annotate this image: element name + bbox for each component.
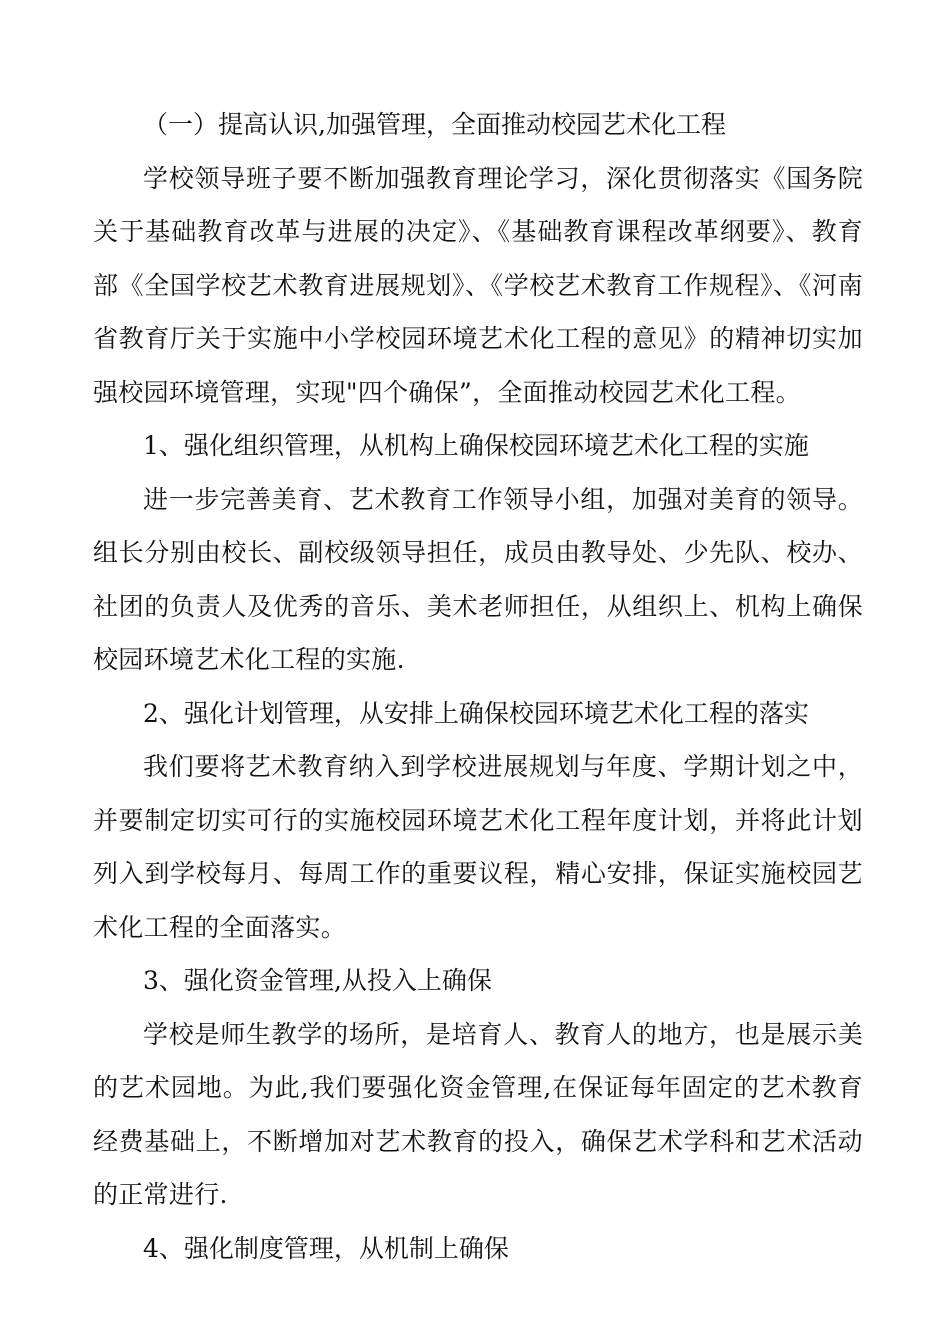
section-heading-main: （一）提高认识,加强管理，全面推动校园艺术化工程 [143,110,726,139]
paragraph-1: 进一步完善美育、艺术教育工作领导小组，加强对美育的领导。组长分别由校长、副校级领导担任，成员由教导处、少先队、校办、社团的负责人及优秀的音乐、美术老师担任，从组织上、机构上确保校园环境艺术化工程的实施. [93,484,863,674]
section-heading-3: 3、强化资金管理,从投入上确保 [143,966,492,995]
section-heading-1: 1、强化组织管理，从机构上确保校园环境艺术化工程的实施 [143,431,809,460]
paragraph-main: 学校领导班子要不断加强教育理论学习，深化贯彻落实《国务院关于基础教育改革与进展的决定》、《基础教育课程改革纲要》、教育部《全国学校艺术教育进展规划》、《学校艺术教育工作规程》、《河南省教育厅关于实施中小学校园环境艺术化工程的意见》的精神切实加强校园环境管理，实现"四个确保”，全面推动校园艺术化工程。 [93,163,863,407]
paragraph-3: 学校是师生教学的场所，是培育人、教育人的地方，也是展示美的艺术园地。为此,我们要强化资金管理,在保证每年固定的艺术教育经费基础上，不断增加对艺术教育的投入，确保艺术学科和艺术活动的正常进行. [93,1019,863,1209]
paragraph-2: 我们要将艺术教育纳入到学校进展规划与年度、学期计划之中，并要制定切实可行的实施校园环境艺术化工程年度计划，并将此计划列入到学校每月、每周工作的重要议程，精心安排，保证实施校园艺术化工程的全面落实。 [93,752,863,942]
document-body [93,98,863,1275]
section-heading-2: 2、强化计划管理，从安排上确保校园环境艺术化工程的落实 [143,698,809,728]
section-heading-4: 4、强化制度管理，从机制上确保 [143,1233,509,1263]
